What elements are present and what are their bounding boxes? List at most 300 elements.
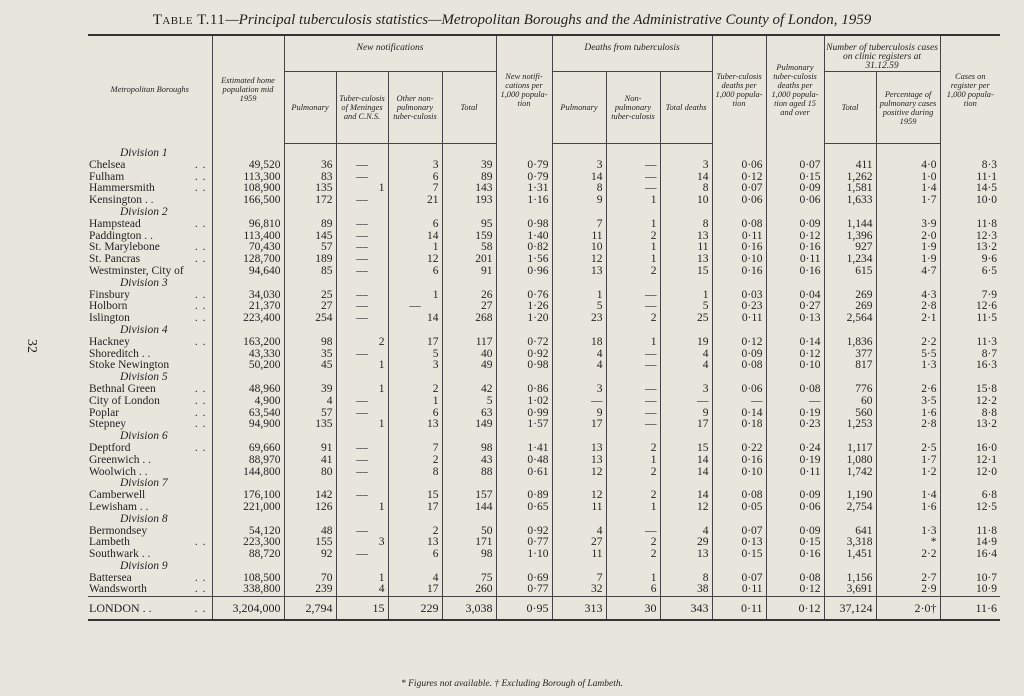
- table-cell: 11·8: [940, 219, 1000, 231]
- table-cell: 11·1: [940, 172, 1000, 184]
- leader-dots: . .: [194, 536, 207, 549]
- table-cell: 1: [388, 396, 442, 408]
- table-cell: 11·3: [940, 337, 1000, 349]
- table-cell: 0·11: [712, 597, 766, 621]
- table-cell: 0·09: [766, 526, 824, 538]
- table-cell: 25: [660, 313, 712, 325]
- table-cell: 2: [388, 526, 442, 538]
- table-cell: 1,117: [824, 443, 876, 455]
- table-cell: 776: [824, 384, 876, 396]
- table-cell: 3: [660, 160, 712, 172]
- header-nn-total: Total: [442, 72, 496, 144]
- borough-name-text: Westminster, City of: [89, 264, 184, 277]
- table-cell: 1,581: [824, 183, 876, 195]
- table-cell: 377: [824, 349, 876, 361]
- table-cell: 7: [552, 573, 606, 585]
- table-cell: 1·4: [876, 490, 940, 502]
- table-cell: 0·92: [496, 349, 552, 361]
- empty-cell: [442, 561, 496, 573]
- table-cell: 0·16: [766, 549, 824, 561]
- table-cell: 0·79: [496, 160, 552, 172]
- table-cell: 0·16: [712, 242, 766, 254]
- table-row: [88, 502, 1000, 514]
- table-cell: 10: [660, 195, 712, 207]
- table-cell: 4: [388, 573, 442, 585]
- table-cell: 88,970: [212, 455, 284, 467]
- table-cell: 108,900: [212, 183, 284, 195]
- table-cell: 4: [552, 349, 606, 361]
- empty-cell: [552, 514, 606, 526]
- table-cell: —: [606, 183, 660, 195]
- table-cell: 11: [552, 549, 606, 561]
- table-cell: 50,200: [212, 360, 284, 372]
- table-cell: 39: [442, 160, 496, 172]
- table-cell: 615: [824, 266, 876, 278]
- table-cell: 57: [284, 242, 336, 254]
- table-cell: 4: [660, 349, 712, 361]
- table-cell: 7: [388, 443, 442, 455]
- table-cell: —: [660, 396, 712, 408]
- empty-cell: [940, 561, 1000, 573]
- borough-name-text: Bermondsey: [89, 524, 148, 537]
- table-cell: 0·27: [766, 301, 824, 313]
- empty-cell: [388, 207, 442, 219]
- table-cell: 15: [660, 266, 712, 278]
- table-cell: —: [606, 301, 660, 313]
- table-cell: —: [336, 242, 388, 254]
- table-cell: 3,318: [824, 537, 876, 549]
- empty-cell: [876, 278, 940, 290]
- leader-dots: . .: [194, 217, 207, 230]
- table-cell: 927: [824, 242, 876, 254]
- empty-cell: [284, 144, 336, 160]
- borough-name: [88, 584, 212, 596]
- table-cell: 0·76: [496, 290, 552, 302]
- table-cell: 2·6: [876, 384, 940, 396]
- table-cell: 13: [388, 419, 442, 431]
- table-cell: 8: [660, 183, 712, 195]
- empty-cell: [712, 144, 766, 160]
- division-label: Division 5: [120, 371, 168, 384]
- header-death-rate: Tuber-culosis deaths per 1,000 popula-tion: [712, 35, 766, 144]
- table-cell: 1,156: [824, 573, 876, 585]
- table-cell: 37,124: [824, 597, 876, 621]
- leader-dots: . .: [194, 170, 207, 183]
- empty-cell: [940, 207, 1000, 219]
- empty-cell: [496, 561, 552, 573]
- table-cell: 42: [442, 384, 496, 396]
- table-cell: 0·12: [766, 349, 824, 361]
- borough-name-text: Bethnal Green: [89, 382, 156, 395]
- leader-dots: . .: [194, 394, 207, 407]
- empty-cell: [284, 325, 336, 337]
- table-cell: 7: [552, 219, 606, 231]
- table-cell: 8: [660, 573, 712, 585]
- table-cell: 155: [284, 537, 336, 549]
- leader-dots: . .: [194, 241, 207, 254]
- table-cell: 159: [442, 231, 496, 243]
- table-cell: 4: [660, 526, 712, 538]
- table-cell: 145: [284, 231, 336, 243]
- table-cell: 0·86: [496, 384, 552, 396]
- empty-cell: [212, 514, 284, 526]
- empty-cell: [336, 561, 388, 573]
- table-cell: 0·05: [712, 502, 766, 514]
- table-cell: 57: [284, 408, 336, 420]
- table-cell: 1·2: [876, 467, 940, 479]
- borough-name: [88, 597, 212, 621]
- table-cell: 149: [442, 419, 496, 431]
- division-label: Division 2: [120, 205, 168, 218]
- table-cell: 0·08: [712, 360, 766, 372]
- division-row: [88, 514, 1000, 526]
- table-cell: 157: [442, 490, 496, 502]
- table-cell: 1·9: [876, 242, 940, 254]
- header-population: Estimated home population mid 1959: [212, 35, 284, 144]
- table-cell: 269: [824, 301, 876, 313]
- empty-cell: [660, 325, 712, 337]
- table-cell: 135: [284, 419, 336, 431]
- table-cell: 0·15: [766, 537, 824, 549]
- table-cell: 6: [388, 172, 442, 184]
- table-cell: 411: [824, 160, 876, 172]
- borough-name-text: Stepney: [89, 418, 127, 431]
- header-deaths: Deaths from tuberculosis: [552, 35, 712, 72]
- table-cell: 0·12: [766, 584, 824, 596]
- table-cell: 13: [660, 549, 712, 561]
- table-cell: 70,430: [212, 242, 284, 254]
- table-cell: 108,500: [212, 573, 284, 585]
- table-cell: 117: [442, 337, 496, 349]
- table-cell: 0·07: [712, 526, 766, 538]
- table-cell: 13: [552, 455, 606, 467]
- page-number: 32: [24, 339, 39, 353]
- table-cell: 0·09: [766, 183, 824, 195]
- table-cell: —: [336, 443, 388, 455]
- table-cell: 92: [284, 549, 336, 561]
- table-cell: 3: [660, 384, 712, 396]
- table-cell: 36: [284, 160, 336, 172]
- table-cell: 1: [388, 242, 442, 254]
- table-cell: 163,200: [212, 337, 284, 349]
- table-cell: 11·6: [940, 597, 1000, 621]
- table-cell: 0·07: [766, 160, 824, 172]
- table-cell: 0·96: [496, 266, 552, 278]
- borough-name-text: Hammersmith: [89, 182, 155, 195]
- table-cell: 201: [442, 254, 496, 266]
- table-cell: 5: [388, 349, 442, 361]
- header-d-total: Total deaths: [660, 72, 712, 144]
- empty-cell: [940, 278, 1000, 290]
- table-cell: 13: [552, 266, 606, 278]
- division-label: Division 8: [120, 512, 168, 525]
- borough-name-text: St. Pancras: [89, 253, 141, 266]
- table-cell: 6: [388, 219, 442, 231]
- table-cell: 0·13: [766, 313, 824, 325]
- table-cell: 2,794: [284, 597, 336, 621]
- table-cell: 1·40: [496, 231, 552, 243]
- table-cell: 3: [552, 384, 606, 396]
- table-cell: 12·6: [940, 301, 1000, 313]
- table-cell: 1·41: [496, 443, 552, 455]
- table-cell: 0·72: [496, 337, 552, 349]
- table-cell: 6: [388, 549, 442, 561]
- table-cell: 14: [552, 172, 606, 184]
- table-cell: 1,253: [824, 419, 876, 431]
- table-cell: 0·11: [766, 467, 824, 479]
- table-cell: 11·5: [940, 313, 1000, 325]
- header-notification-rate: New notifi-cations per 1,000 popula-tion: [496, 35, 552, 144]
- table-cell: 13·2: [940, 419, 1000, 431]
- division-row: [88, 278, 1000, 290]
- table-cell: 8·7: [940, 349, 1000, 361]
- borough-name-text: St. Marylebone: [89, 241, 160, 254]
- table-cell: 0·11: [712, 231, 766, 243]
- empty-cell: [442, 514, 496, 526]
- table-cell: 0·13: [712, 537, 766, 549]
- table-cell: 0·16: [712, 266, 766, 278]
- table-cell: 1,633: [824, 195, 876, 207]
- table-cell: —: [336, 408, 388, 420]
- table-cell: 17: [660, 419, 712, 431]
- table-cell: 0·08: [712, 219, 766, 231]
- table-cell: 16·0: [940, 443, 1000, 455]
- table-cell: 2: [388, 455, 442, 467]
- table-cell: 4·0: [876, 160, 940, 172]
- table-cell: 0·12: [712, 337, 766, 349]
- empty-cell: [496, 144, 552, 160]
- table-cell: 29: [660, 537, 712, 549]
- empty-cell: [442, 325, 496, 337]
- table-cell: 2·8: [876, 419, 940, 431]
- borough-name-text: Paddington . .: [89, 229, 153, 242]
- table-cell: 27: [284, 301, 336, 313]
- table-cell: 817: [824, 360, 876, 372]
- table-cell: 14: [660, 467, 712, 479]
- table-row: [88, 360, 1000, 372]
- division-row: [88, 144, 1000, 160]
- empty-cell: [388, 278, 442, 290]
- table-cell: 1·31: [496, 183, 552, 195]
- table-cell: —: [606, 172, 660, 184]
- table-cell: 171: [442, 537, 496, 549]
- table-cell: 0·09: [766, 219, 824, 231]
- table-cell: 0·16: [766, 242, 824, 254]
- table-cell: 11: [660, 242, 712, 254]
- table-cell: 14: [660, 455, 712, 467]
- table-cell: 3,691: [824, 584, 876, 596]
- table-cell: 41: [284, 455, 336, 467]
- empty-cell: [712, 325, 766, 337]
- empty-cell: [552, 144, 606, 160]
- table-cell: —: [606, 290, 660, 302]
- table-cell: —: [336, 195, 388, 207]
- table-cell: 3·9: [876, 219, 940, 231]
- table-cell: —: [336, 160, 388, 172]
- table-cell: 1,234: [824, 254, 876, 266]
- borough-name-text: Stoke Newington: [89, 359, 170, 372]
- table-cell: 338,800: [212, 584, 284, 596]
- table-cell: 0·69: [496, 573, 552, 585]
- header-clinic-total: Total: [824, 72, 876, 144]
- table-cell: 12·5: [940, 502, 1000, 514]
- table-cell: 69,660: [212, 443, 284, 455]
- empty-cell: [388, 514, 442, 526]
- table-cell: 1·6: [876, 408, 940, 420]
- table-cell: 0·06: [766, 502, 824, 514]
- table-cell: 268: [442, 313, 496, 325]
- table-cell: 166,500: [212, 195, 284, 207]
- table-cell: 1,144: [824, 219, 876, 231]
- table-cell: 6·5: [940, 266, 1000, 278]
- table-cell: 3·5: [876, 396, 940, 408]
- borough-name-text: Kensington . .: [89, 194, 154, 207]
- table-cell: 2: [336, 337, 388, 349]
- empty-cell: [388, 144, 442, 160]
- table-cell: 49,520: [212, 160, 284, 172]
- empty-cell: [388, 561, 442, 573]
- table-cell: 641: [824, 526, 876, 538]
- table-cell: 2: [606, 467, 660, 479]
- empty-cell: [212, 144, 284, 160]
- table-cell: 60: [824, 396, 876, 408]
- table-cell: —: [606, 419, 660, 431]
- table-cell: 91: [284, 443, 336, 455]
- table-cell: 19: [660, 337, 712, 349]
- table-cell: 1: [606, 195, 660, 207]
- table-cell: 17: [388, 502, 442, 514]
- empty-cell: [876, 514, 940, 526]
- empty-cell: [336, 514, 388, 526]
- empty-cell: [336, 278, 388, 290]
- table-cell: 1·3: [876, 526, 940, 538]
- table-cell: 13: [660, 254, 712, 266]
- table-cell: 0·18: [712, 419, 766, 431]
- table-cell: 49: [442, 360, 496, 372]
- table-cell: 3,204,000: [212, 597, 284, 621]
- table-cell: 34,030: [212, 290, 284, 302]
- borough-name-text: Wandsworth: [89, 583, 147, 596]
- empty-cell: [284, 278, 336, 290]
- table-cell: 0·12: [766, 597, 824, 621]
- table-cell: 0·07: [712, 573, 766, 585]
- table-cell: 12: [552, 254, 606, 266]
- table-row: [88, 266, 1000, 278]
- table-cell: 221,000: [212, 502, 284, 514]
- table-cell: 4,900: [212, 396, 284, 408]
- table-cell: 12: [552, 490, 606, 502]
- division-row: [88, 561, 1000, 573]
- table-cell: 0·16: [766, 266, 824, 278]
- table-cell: —: [336, 231, 388, 243]
- table-cell: 1,080: [824, 455, 876, 467]
- table-row: [88, 337, 1000, 349]
- table-cell: 98: [442, 549, 496, 561]
- table-cell: 95: [442, 219, 496, 231]
- table-cell: 2: [606, 313, 660, 325]
- table-cell: 144,800: [212, 467, 284, 479]
- table-cell: 223,400: [212, 313, 284, 325]
- table-cell: 2: [606, 231, 660, 243]
- empty-cell: [606, 561, 660, 573]
- table-cell: 260: [442, 584, 496, 596]
- table-cell: —: [336, 290, 388, 302]
- table-cell: 1·02: [496, 396, 552, 408]
- table-cell: 1: [336, 502, 388, 514]
- table-caption: —Principal tuberculosis statistics—Metropolitan Boroughs and the Administrative County of London, 1959: [225, 12, 872, 28]
- table-cell: 9: [660, 408, 712, 420]
- table-cell: 80: [284, 467, 336, 479]
- empty-cell: [660, 144, 712, 160]
- table-cell: 14: [660, 490, 712, 502]
- empty-cell: [496, 514, 552, 526]
- borough-name-text: Woolwich . .: [89, 465, 148, 478]
- table-cell: 5: [442, 396, 496, 408]
- header-d-pulmonary: Pulmonary: [552, 72, 606, 144]
- table-cell: 16·4: [940, 549, 1000, 561]
- table-cell: 10·9: [940, 584, 1000, 596]
- leader-dots: . .: [194, 583, 207, 596]
- table-cell: 0·12: [712, 172, 766, 184]
- division-label: Division 9: [120, 559, 168, 572]
- table-cell: 2·9: [876, 584, 940, 596]
- table-cell: —: [606, 396, 660, 408]
- table-cell: 269: [824, 290, 876, 302]
- empty-cell: [496, 278, 552, 290]
- table-cell: 12·3: [940, 231, 1000, 243]
- empty-cell: [212, 325, 284, 337]
- borough-name-text: LONDON . .: [89, 601, 152, 616]
- leader-dots: . .: [194, 312, 207, 325]
- header-clinic-registers: Number of tuberculosis cases on clinic registers at 31.12.59: [824, 35, 940, 72]
- borough-name-text: Greenwich . .: [89, 453, 151, 466]
- table-cell: 54,120: [212, 526, 284, 538]
- table-cell: 223,300: [212, 537, 284, 549]
- table-cell: 172: [284, 195, 336, 207]
- leader-dots: . .: [194, 571, 207, 584]
- empty-cell: [552, 325, 606, 337]
- table-cell: 9·6: [940, 254, 1000, 266]
- table-cell: 12·1: [940, 455, 1000, 467]
- table-cell: 1: [606, 502, 660, 514]
- table-cell: 8: [388, 467, 442, 479]
- table-cell: 0·15: [712, 549, 766, 561]
- table-cell: 0·06: [712, 384, 766, 396]
- leader-dots: . .: [194, 335, 207, 348]
- table-cell: 1·7: [876, 195, 940, 207]
- table-cell: 1: [388, 290, 442, 302]
- table-cell: 7: [388, 183, 442, 195]
- table-cell: 89: [284, 219, 336, 231]
- table-cell: 3: [388, 160, 442, 172]
- table-cell: 343: [660, 597, 712, 621]
- table-cell: 17: [388, 584, 442, 596]
- empty-cell: [712, 514, 766, 526]
- borough-name-text: Islington: [89, 312, 130, 325]
- table-row: [88, 219, 1000, 231]
- table-cell: 0·77: [496, 584, 552, 596]
- empty-cell: [876, 144, 940, 160]
- table-cell: 40: [442, 349, 496, 361]
- table-row: [88, 384, 1000, 396]
- empty-cell: [496, 207, 552, 219]
- empty-cell: [712, 207, 766, 219]
- table-cell: 0·03: [712, 290, 766, 302]
- empty-cell: [606, 514, 660, 526]
- table-row: [88, 467, 1000, 479]
- table-cell: 12·0: [940, 467, 1000, 479]
- table-cell: 45: [284, 360, 336, 372]
